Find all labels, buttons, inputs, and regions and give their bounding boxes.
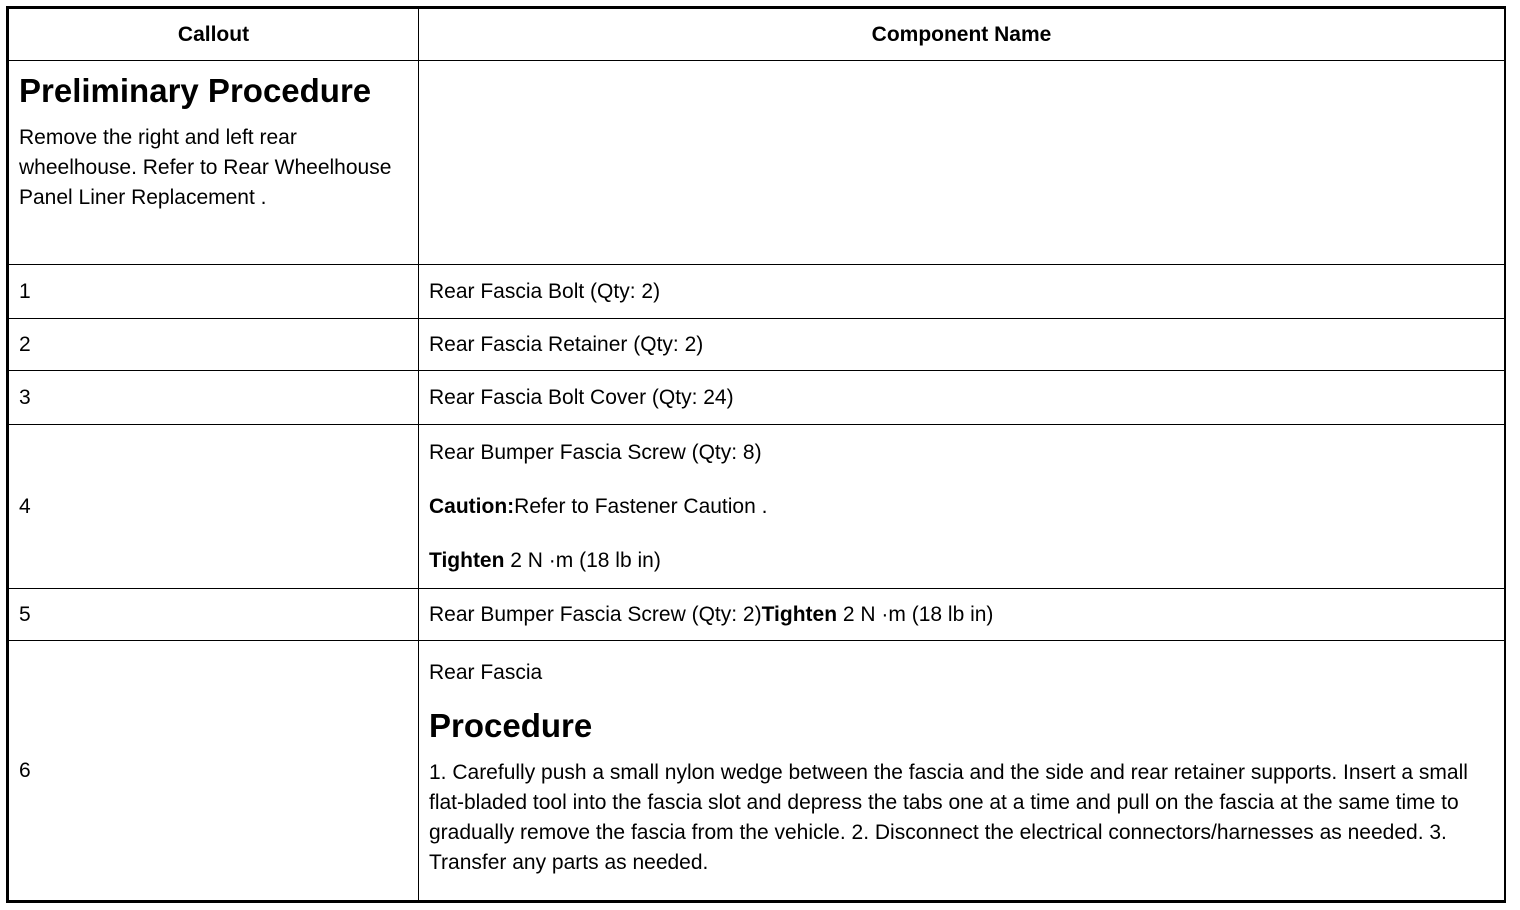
table-row: [9, 589, 1505, 641]
callout-cell: 1: [9, 265, 419, 319]
table-header-row: [9, 9, 1505, 61]
caution-text: Refer to Fastener Caution .: [514, 494, 768, 518]
table-row: [9, 319, 1505, 371]
component-name-column-header: Component Name: [419, 9, 1505, 61]
callout-cell: 6: [9, 641, 419, 901]
caution-label: Caution:: [429, 494, 515, 518]
component-name-cell: [419, 641, 1505, 901]
tighten-text: 2 N ·m (18 lb in): [837, 602, 994, 626]
procedure-text: 1. Carefully push a small nylon wedge between the fascia and the side and rear retainer supports. Insert a small flat-bladed tool into the fascia slot and depress the tabs one at a time and pull on the fascia at the same time to gradually remove the fascia from the vehicle. 2. Disconnect the electrical connectors/harnesses as needed. 3. Transfer any parts as needed.: [429, 760, 1468, 874]
component-name-text: Rear Bumper Fascia Screw (Qty: 2): [429, 602, 762, 626]
component-name-cell: Rear Fascia Bolt Cover (Qty: 24): [419, 371, 1505, 425]
tighten-label: Tighten: [429, 548, 505, 572]
preliminary-procedure-row: [9, 61, 1505, 265]
table-row: [9, 425, 1505, 589]
tighten-line: [429, 546, 1494, 576]
callout-cell: 4: [9, 425, 419, 589]
tighten-label: Tighten: [761, 602, 838, 626]
table-row: [9, 265, 1505, 319]
component-name-cell: [419, 589, 1505, 641]
component-name-text: Rear Fascia: [429, 660, 543, 684]
callout-column-header: Callout: [9, 9, 419, 61]
component-name-text: Rear Bumper Fascia Screw (Qty: 8): [429, 440, 762, 464]
procedure-title: Procedure: [429, 706, 593, 744]
preliminary-procedure-text: Remove the right and left rear wheelhouse. Refer to Rear Wheelhouse Panel Liner Replacement .: [19, 126, 392, 209]
callout-cell: 3: [9, 371, 419, 425]
callout-cell: 5: [9, 589, 419, 641]
table-row: [9, 641, 1505, 901]
component-name-cell: Rear Fascia Bolt (Qty: 2): [419, 265, 1505, 319]
component-name-cell: [419, 425, 1505, 589]
document-frame: [6, 6, 1506, 903]
preliminary-procedure-empty-cell: [419, 61, 1505, 265]
tighten-text: 2 N ·m (18 lb in): [504, 548, 661, 572]
component-name-cell: Rear Fascia Retainer (Qty: 2): [419, 319, 1505, 371]
preliminary-procedure-title: Preliminary Procedure: [19, 72, 372, 109]
preliminary-procedure-cell: [9, 61, 419, 265]
table-row: [9, 371, 1505, 425]
caution-line: [429, 492, 1494, 522]
components-table: [8, 8, 1505, 901]
callout-cell: 2: [9, 319, 419, 371]
